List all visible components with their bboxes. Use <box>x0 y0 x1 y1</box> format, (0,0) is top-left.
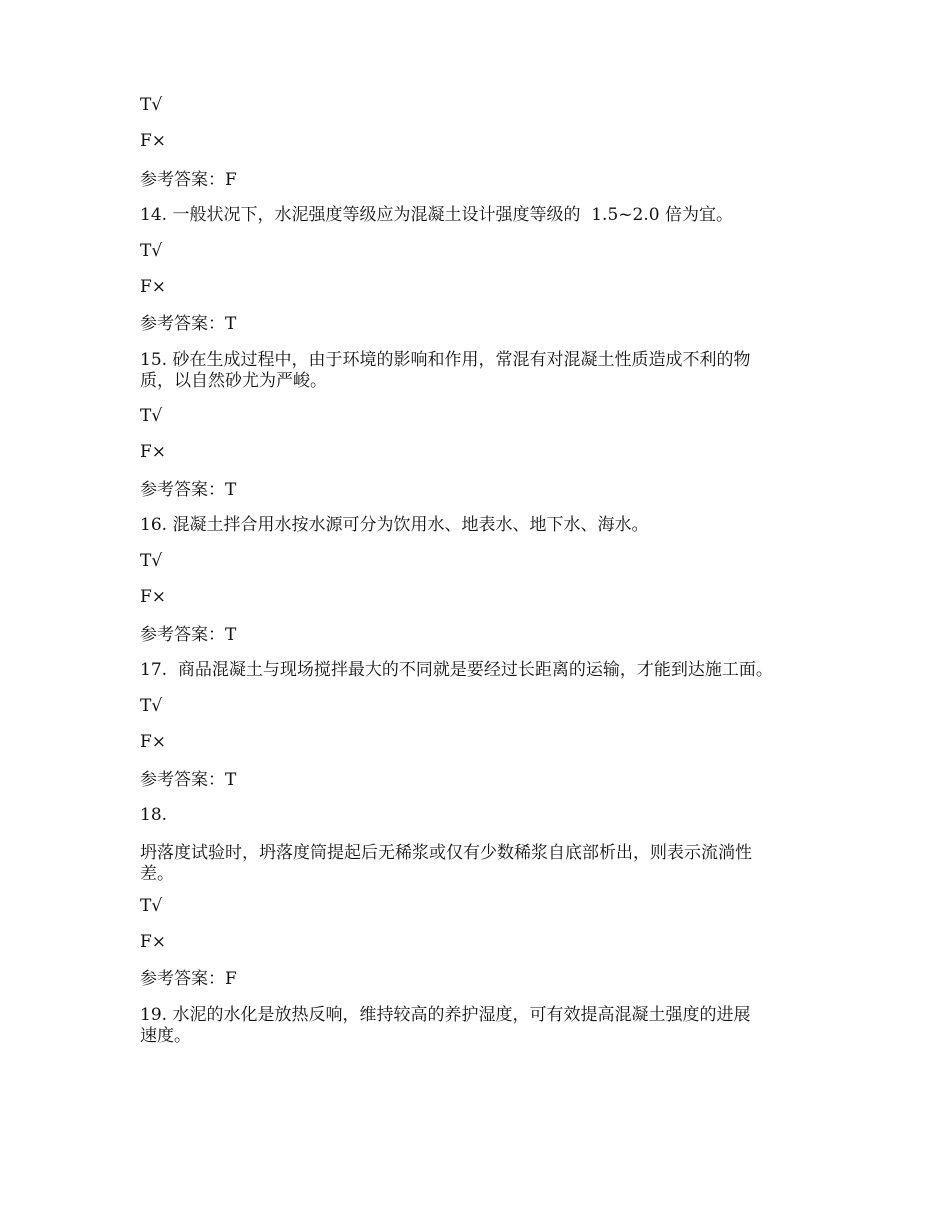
answer: 参考答案：T <box>140 314 237 334</box>
question-17: 17. 商品混凝土与现场搅拌最大的不同就是要经过长距离的运输，才能到达施工面。 <box>140 660 773 680</box>
option-false: F× <box>140 442 167 462</box>
option-false: F× <box>140 587 167 607</box>
answer: 参考答案：F <box>140 969 237 989</box>
question-15-line2: 质，以自然砂尤为严峻。 <box>140 371 327 391</box>
option-true: T√ <box>140 95 163 115</box>
question-18-line1: 坍落度试验时，坍落度筒提起后无稀浆或仅有少数稀浆自底部析出，则表示流淌性 <box>140 843 752 863</box>
question-16: 16. 混凝土拌合用水按水源可分为饮用水、地表水、地下水、海水。 <box>140 515 649 535</box>
question-19-line2: 速度。 <box>140 1026 191 1046</box>
answer: 参考答案：T <box>140 770 237 790</box>
question-19-line1: 19. 水泥的水化是放热反响，维持较高的养护湿度，可有效提高混凝土强度的进展 <box>140 1005 751 1025</box>
option-false: F× <box>140 131 167 151</box>
question-15-line1: 15. 砂在生成过程中，由于环境的影响和作用，常混有对混凝土性质造成不利的物 <box>140 350 751 370</box>
option-true: T√ <box>140 696 163 716</box>
option-false: F× <box>140 277 167 297</box>
question-18-number: 18. <box>140 805 168 825</box>
answer: 参考答案：F <box>140 170 237 190</box>
option-false: F× <box>140 932 167 952</box>
option-false: F× <box>140 732 167 752</box>
question-18-line2: 差。 <box>140 864 174 884</box>
option-true: T√ <box>140 406 163 426</box>
answer: 参考答案：T <box>140 480 237 500</box>
answer: 参考答案：T <box>140 625 237 645</box>
option-true: T√ <box>140 551 163 571</box>
question-14: 14. 一般状况下，水泥强度等级应为混凝土设计强度等级的 1.5~2.0 倍为宜。 <box>140 205 733 225</box>
option-true: T√ <box>140 896 163 916</box>
option-true: T√ <box>140 241 163 261</box>
